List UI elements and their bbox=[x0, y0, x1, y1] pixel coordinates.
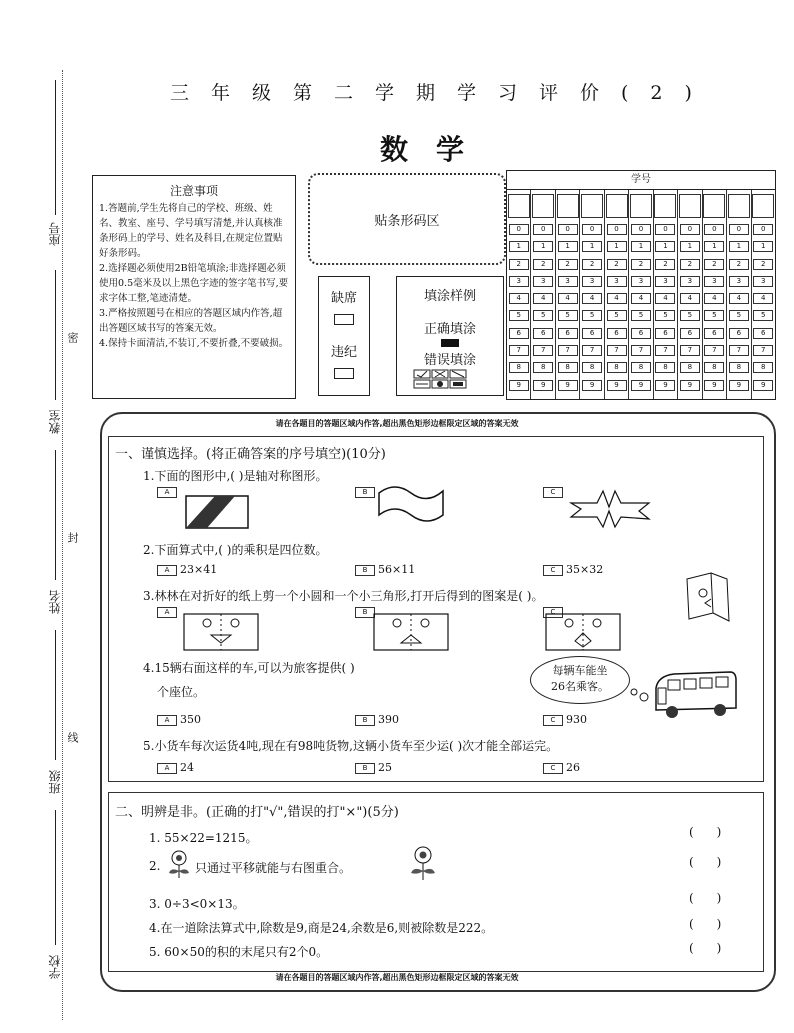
correct-fill-label: 正确填涂 bbox=[423, 322, 476, 337]
bus-illustration bbox=[650, 668, 740, 724]
student-id-digit-bubble[interactable]: 9 bbox=[655, 380, 675, 391]
student-id-grid bbox=[506, 170, 776, 400]
q2-option-b[interactable] bbox=[355, 563, 415, 576]
student-id-digit-bubble[interactable]: 1 bbox=[680, 241, 700, 252]
student-id-digit-bubble[interactable]: 2 bbox=[607, 259, 627, 270]
q4-option-a[interactable] bbox=[157, 713, 201, 726]
q1-option-c[interactable] bbox=[543, 485, 566, 498]
student-id-digit-bubble[interactable]: 9 bbox=[582, 380, 602, 391]
tf-item-4: 4.在一道除法算式中,除数是9,商是24,余数是6,则被除数是222。 bbox=[149, 921, 494, 935]
notice-heading: 注意事项 bbox=[169, 184, 218, 198]
student-id-digit-bubble[interactable]: 3 bbox=[729, 276, 749, 287]
student-id-write-box[interactable] bbox=[606, 194, 628, 218]
q3-a-bubble: A bbox=[157, 607, 177, 618]
q2-text: 2.下面算式中,( )的乘积是四位数。 bbox=[143, 543, 328, 557]
student-id-digit-bubble[interactable]: 9 bbox=[680, 380, 700, 391]
absent-bubble[interactable] bbox=[334, 314, 354, 325]
answer-area-warning-top: 请在各题目的答题区域内作答,超出黑色矩形边框限定区域的答案无效 bbox=[275, 419, 519, 428]
student-id-digit-bubble[interactable]: 5 bbox=[582, 310, 602, 321]
q1-shape-c bbox=[569, 489, 653, 529]
classroom-line bbox=[55, 270, 56, 400]
student-id-digit-bubble[interactable]: 2 bbox=[582, 259, 602, 270]
section-true-false bbox=[108, 792, 764, 972]
student-id-digit-bubble[interactable]: 8 bbox=[729, 362, 749, 373]
student-id-write-box[interactable] bbox=[508, 194, 530, 218]
student-id-digit-bubble[interactable]: 8 bbox=[558, 362, 578, 373]
tf-answer-3[interactable]: ( ) bbox=[689, 891, 722, 905]
student-id-digit-bubble[interactable]: 0 bbox=[729, 224, 749, 235]
student-id-digit-bubble[interactable]: 0 bbox=[558, 224, 578, 235]
q4-a-bubble: A bbox=[157, 715, 177, 726]
student-id-digit-bubble[interactable]: 3 bbox=[607, 276, 627, 287]
q4-option-c[interactable] bbox=[543, 713, 587, 726]
student-id-digit-bubble[interactable]: 3 bbox=[680, 276, 700, 287]
student-id-digit-bubble[interactable]: 4 bbox=[753, 293, 773, 304]
class-label: 班级 bbox=[48, 770, 62, 794]
student-id-digit-bubble[interactable]: 8 bbox=[631, 362, 651, 373]
q5-a-value: 24 bbox=[180, 761, 194, 774]
student-id-write-box[interactable] bbox=[679, 194, 701, 218]
student-id-digit-bubble[interactable]: 0 bbox=[753, 224, 773, 235]
student-id-digit-bubble[interactable]: 4 bbox=[704, 293, 724, 304]
flower-icon bbox=[165, 849, 193, 879]
student-id-digit-bubble[interactable]: 7 bbox=[631, 345, 651, 356]
student-id-digit-bubble[interactable]: 0 bbox=[704, 224, 724, 235]
student-id-digit-bubble[interactable]: 6 bbox=[680, 328, 700, 339]
student-id-digit-bubble[interactable]: 6 bbox=[558, 328, 578, 339]
q1-b-bubble: B bbox=[355, 487, 375, 498]
student-id-digit-bubble[interactable]: 8 bbox=[704, 362, 724, 373]
student-id-digit-bubble[interactable]: 0 bbox=[655, 224, 675, 235]
student-id-digit-bubble[interactable]: 0 bbox=[533, 224, 553, 235]
q2-option-c[interactable] bbox=[543, 563, 603, 576]
student-id-digit-bubble[interactable]: 1 bbox=[631, 241, 651, 252]
fill-sample-box bbox=[396, 276, 504, 396]
q2-b-value: 56×11 bbox=[378, 563, 416, 576]
section1-heading: 一、谨慎选择。(将正确答案的序号填空)(10分) bbox=[115, 447, 386, 462]
q1-text: 1.下面的图形中,( )是轴对称图形。 bbox=[143, 469, 328, 483]
student-id-digit-bubble[interactable]: 8 bbox=[753, 362, 773, 373]
q4-b-value: 390 bbox=[378, 713, 399, 726]
student-id-digit-bubble[interactable]: 1 bbox=[607, 241, 627, 252]
student-id-column bbox=[531, 190, 555, 399]
student-id-digit-bubble[interactable]: 3 bbox=[655, 276, 675, 287]
name-line bbox=[55, 450, 56, 580]
student-id-digit-bubble[interactable]: 8 bbox=[582, 362, 602, 373]
q1-option-a[interactable] bbox=[157, 485, 180, 498]
tf-item-3: 3. 0÷3<0×13。 bbox=[149, 897, 245, 911]
q5-c-value: 26 bbox=[566, 761, 580, 774]
wrong-fill-label: 错误填涂 bbox=[423, 353, 476, 368]
student-id-digit-bubble[interactable]: 9 bbox=[631, 380, 651, 391]
seal-mark-xian: 线 bbox=[66, 732, 79, 743]
student-id-digit-bubble[interactable]: 5 bbox=[558, 310, 578, 321]
school-label: 学校 bbox=[48, 955, 62, 979]
student-id-digit-bubble[interactable]: 7 bbox=[558, 345, 578, 356]
student-id-digit-bubble[interactable]: 5 bbox=[655, 310, 675, 321]
q5-option-a[interactable] bbox=[157, 761, 194, 774]
student-id-digit-bubble[interactable]: 6 bbox=[631, 328, 651, 339]
q1-option-b[interactable] bbox=[355, 485, 378, 498]
student-id-digit-bubble[interactable]: 8 bbox=[533, 362, 553, 373]
student-id-digit-bubble[interactable]: 2 bbox=[753, 259, 773, 270]
student-id-digit-bubble[interactable]: 6 bbox=[655, 328, 675, 339]
q5-b-bubble: B bbox=[355, 763, 375, 774]
student-id-digit-bubble[interactable]: 1 bbox=[753, 241, 773, 252]
section2-heading: 二、明辨是非。(正确的打"√",错误的打"×")(5分) bbox=[115, 805, 399, 820]
student-id-digit-bubble[interactable]: 6 bbox=[729, 328, 749, 339]
student-id-write-box[interactable] bbox=[581, 194, 603, 218]
q4-a-value: 350 bbox=[180, 713, 201, 726]
student-id-digit-bubble[interactable]: 1 bbox=[582, 241, 602, 252]
student-id-column bbox=[678, 190, 702, 399]
q5-text: 5.小货车每次运货4吨,现在有98吨货物,这辆小货车至少运( )次才能全部运完。 bbox=[143, 739, 559, 753]
section-choice bbox=[108, 436, 764, 782]
student-id-column bbox=[629, 190, 653, 399]
student-id-write-box[interactable] bbox=[728, 194, 750, 218]
q1-a-bubble: A bbox=[157, 487, 177, 498]
notice-box bbox=[92, 175, 296, 399]
student-id-digit-bubble[interactable]: 6 bbox=[533, 328, 553, 339]
q4-c-value: 930 bbox=[566, 713, 587, 726]
q2-option-a[interactable] bbox=[157, 563, 217, 576]
seat-line bbox=[55, 80, 56, 215]
student-id-write-box[interactable] bbox=[557, 194, 579, 218]
student-id-digit-bubble[interactable]: 4 bbox=[558, 293, 578, 304]
q5-b-value: 25 bbox=[378, 761, 392, 774]
q2-c-value: 35×32 bbox=[566, 563, 604, 576]
q4-c-bubble: C bbox=[543, 715, 563, 726]
student-id-digit-bubble[interactable]: 5 bbox=[753, 310, 773, 321]
student-id-digit-bubble[interactable]: 1 bbox=[704, 241, 724, 252]
student-id-column bbox=[727, 190, 751, 399]
student-id-digit-bubble[interactable]: 2 bbox=[631, 259, 651, 270]
student-id-column bbox=[752, 190, 775, 399]
student-id-digit-bubble[interactable]: 9 bbox=[509, 380, 529, 391]
student-id-digit-bubble[interactable]: 3 bbox=[582, 276, 602, 287]
student-id-digit-bubble[interactable]: 4 bbox=[729, 293, 749, 304]
classroom-label: 教室 bbox=[48, 410, 62, 434]
student-id-digit-bubble[interactable]: 7 bbox=[533, 345, 553, 356]
student-id-column bbox=[556, 190, 580, 399]
school-line bbox=[55, 810, 56, 945]
student-id-digit-bubble[interactable]: 8 bbox=[509, 362, 529, 373]
tf-item-2: 2. bbox=[149, 859, 161, 873]
q3-text: 3.林林在对折好的纸上剪一个小圆和一个小三角形,打开后得到的图案是( )。 bbox=[143, 589, 544, 603]
student-id-write-box[interactable] bbox=[532, 194, 554, 218]
student-id-digit-bubble[interactable]: 0 bbox=[582, 224, 602, 235]
student-id-digit-bubble[interactable]: 9 bbox=[704, 380, 724, 391]
student-id-digit-bubble[interactable]: 1 bbox=[655, 241, 675, 252]
bubble-line-1: 每辆车能坐 bbox=[552, 664, 608, 677]
q2-a-bubble: A bbox=[157, 565, 177, 576]
q1-c-bubble: C bbox=[543, 487, 563, 498]
tf-answer-1[interactable]: ( ) bbox=[689, 825, 722, 839]
student-id-digit-bubble[interactable]: 7 bbox=[607, 345, 627, 356]
student-id-digit-bubble[interactable]: 1 bbox=[509, 241, 529, 252]
student-id-digit-bubble[interactable]: 7 bbox=[729, 345, 749, 356]
student-id-digit-bubble[interactable]: 5 bbox=[631, 310, 651, 321]
q3-b-bubble: B bbox=[355, 607, 375, 618]
student-id-digit-bubble[interactable]: 4 bbox=[680, 293, 700, 304]
student-id-digit-bubble[interactable]: 7 bbox=[655, 345, 675, 356]
q5-option-b[interactable] bbox=[355, 761, 392, 774]
student-id-columns bbox=[507, 190, 775, 399]
bubble-line-2: 26名乘客。 bbox=[551, 680, 609, 693]
tf-answer-5[interactable]: ( ) bbox=[689, 941, 722, 955]
q4-option-b[interactable] bbox=[355, 713, 399, 726]
student-id-write-box[interactable] bbox=[654, 194, 676, 218]
student-id-digit-bubble[interactable]: 2 bbox=[655, 259, 675, 270]
q3-c-bubble: C bbox=[543, 607, 563, 618]
q3-pattern-c bbox=[545, 613, 621, 651]
student-id-digit-bubble[interactable]: 3 bbox=[558, 276, 578, 287]
wrong-fill-marks bbox=[410, 368, 490, 390]
tf-item-1: 1. 55×22=1215。 bbox=[149, 831, 258, 845]
absence-box bbox=[318, 276, 370, 396]
student-id-digit-bubble[interactable]: 7 bbox=[582, 345, 602, 356]
notice-item: 3.严格按照题号在相应的答题区域内作答,超出答题区域书写的答案无效。 bbox=[99, 308, 283, 334]
q5-c-bubble: C bbox=[543, 763, 563, 774]
student-id-digit-bubble[interactable]: 6 bbox=[753, 328, 773, 339]
student-id-digit-bubble[interactable]: 3 bbox=[753, 276, 773, 287]
student-id-column bbox=[654, 190, 678, 399]
student-id-digit-bubble[interactable]: 9 bbox=[607, 380, 627, 391]
q2-a-value: 23×41 bbox=[180, 563, 218, 576]
student-id-digit-bubble[interactable]: 8 bbox=[680, 362, 700, 373]
student-id-column bbox=[580, 190, 604, 399]
student-id-write-box[interactable] bbox=[752, 194, 774, 218]
subject-title: 数学 bbox=[380, 133, 493, 166]
student-id-digit-bubble[interactable]: 3 bbox=[509, 276, 529, 287]
q3-pattern-b bbox=[373, 613, 449, 651]
student-id-digit-bubble[interactable]: 1 bbox=[558, 241, 578, 252]
student-id-digit-bubble[interactable]: 4 bbox=[655, 293, 675, 304]
notice-item: 1.答题前,学生先将自己的学校、班级、姓名、教室、座号、学号填写清楚,并认真核准条形码上的学号、姓名及科目,在规定位置贴好条形码。 bbox=[99, 203, 283, 259]
student-id-digit-bubble[interactable]: 0 bbox=[680, 224, 700, 235]
tf-answer-2[interactable]: ( ) bbox=[689, 855, 722, 869]
notice-item: 4.保持卡面清洁,不装订,不要折叠,不要破损。 bbox=[99, 338, 289, 349]
student-id-digit-bubble[interactable]: 5 bbox=[607, 310, 627, 321]
student-id-digit-bubble[interactable]: 4 bbox=[607, 293, 627, 304]
q3-pattern-a bbox=[183, 613, 259, 651]
student-id-digit-bubble[interactable]: 5 bbox=[680, 310, 700, 321]
student-id-digit-bubble[interactable]: 9 bbox=[729, 380, 749, 391]
student-id-digit-bubble[interactable]: 3 bbox=[631, 276, 651, 287]
student-id-digit-bubble[interactable]: 9 bbox=[753, 380, 773, 391]
speech-bubble bbox=[530, 656, 630, 704]
student-id-digit-bubble[interactable]: 0 bbox=[631, 224, 651, 235]
student-id-digit-bubble[interactable]: 4 bbox=[631, 293, 651, 304]
q5-a-bubble: A bbox=[157, 763, 177, 774]
student-id-digit-bubble[interactable]: 7 bbox=[680, 345, 700, 356]
student-id-digit-bubble[interactable]: 2 bbox=[558, 259, 578, 270]
student-id-label: 学号 bbox=[507, 171, 775, 190]
q4-b-bubble: B bbox=[355, 715, 375, 726]
student-id-digit-bubble[interactable]: 5 bbox=[509, 310, 529, 321]
exam-title: 三年级第二学期学习评价(2) bbox=[170, 82, 714, 104]
barcode-area bbox=[308, 173, 506, 265]
student-id-digit-bubble[interactable]: 2 bbox=[509, 259, 529, 270]
student-id-column bbox=[703, 190, 727, 399]
tf-item-2-text: 只通过平移就能与右图重合。 bbox=[195, 861, 352, 875]
q2-c-bubble: C bbox=[543, 565, 563, 576]
correct-fill-mark bbox=[441, 339, 459, 347]
student-id-digit-bubble[interactable]: 8 bbox=[655, 362, 675, 373]
student-id-digit-bubble[interactable]: 6 bbox=[509, 328, 529, 339]
q2-b-bubble: B bbox=[355, 565, 375, 576]
q3-option-a[interactable] bbox=[157, 605, 180, 618]
seal-mark-mi: 密 bbox=[66, 332, 79, 343]
student-id-digit-bubble[interactable]: 9 bbox=[533, 380, 553, 391]
student-id-digit-bubble[interactable]: 4 bbox=[582, 293, 602, 304]
student-id-digit-bubble[interactable]: 2 bbox=[680, 259, 700, 270]
student-id-digit-bubble[interactable]: 2 bbox=[729, 259, 749, 270]
name-label: 姓名 bbox=[48, 590, 62, 614]
student-id-digit-bubble[interactable]: 7 bbox=[704, 345, 724, 356]
student-id-digit-bubble[interactable]: 6 bbox=[582, 328, 602, 339]
tf-answer-4[interactable]: ( ) bbox=[689, 917, 722, 931]
flower-icon bbox=[407, 845, 439, 881]
sample-title: 填涂样例 bbox=[423, 289, 476, 304]
seat-label: 座号 bbox=[48, 222, 62, 246]
barcode-label: 贴条形码区 bbox=[374, 213, 440, 229]
student-id-digit-bubble[interactable]: 2 bbox=[704, 259, 724, 270]
q5-option-c[interactable] bbox=[543, 761, 580, 774]
student-id-digit-bubble[interactable]: 5 bbox=[729, 310, 749, 321]
student-id-write-box[interactable] bbox=[703, 194, 725, 218]
class-line bbox=[55, 630, 56, 760]
q4-text-2: 个座位。 bbox=[157, 685, 206, 699]
student-id-digit-bubble[interactable]: 1 bbox=[729, 241, 749, 252]
student-id-digit-bubble[interactable]: 1 bbox=[533, 241, 553, 252]
student-id-column bbox=[507, 190, 531, 399]
student-id-digit-bubble[interactable]: 7 bbox=[509, 345, 529, 356]
student-id-digit-bubble[interactable]: 6 bbox=[704, 328, 724, 339]
student-id-digit-bubble[interactable]: 3 bbox=[533, 276, 553, 287]
student-id-digit-bubble[interactable]: 2 bbox=[533, 259, 553, 270]
binding-dotted-line bbox=[62, 70, 63, 1020]
q1-shape-a bbox=[185, 495, 249, 531]
student-id-digit-bubble[interactable]: 4 bbox=[509, 293, 529, 304]
student-id-digit-bubble[interactable]: 0 bbox=[509, 224, 529, 235]
student-id-digit-bubble[interactable]: 5 bbox=[533, 310, 553, 321]
q1-shape-b bbox=[377, 483, 445, 525]
student-id-digit-bubble[interactable]: 8 bbox=[607, 362, 627, 373]
seal-mark-feng: 封 bbox=[66, 532, 79, 543]
violation-bubble[interactable] bbox=[334, 368, 354, 379]
student-id-digit-bubble[interactable]: 0 bbox=[607, 224, 627, 235]
notice-item: 2.选择题必须使用2B铅笔填涂;非选择题必须使用0.5毫米及以上黑色字迹的签字笔书写,要求字体工整,笔迹清楚。 bbox=[99, 263, 289, 304]
student-id-write-box[interactable] bbox=[630, 194, 652, 218]
folded-paper-illustration bbox=[683, 571, 733, 627]
answer-area-warning-bottom: 请在各题目的答题区域内作答,超出黑色矩形边框限定区域的答案无效 bbox=[275, 973, 519, 982]
student-id-digit-bubble[interactable]: 6 bbox=[607, 328, 627, 339]
student-id-digit-bubble[interactable]: 3 bbox=[704, 276, 724, 287]
bubble-tail bbox=[630, 688, 652, 702]
absent-label: 缺席 bbox=[330, 291, 357, 306]
student-id-digit-bubble[interactable]: 4 bbox=[533, 293, 553, 304]
violation-label: 违纪 bbox=[330, 345, 357, 360]
q4-text: 4.15辆右面这样的车,可以为旅客提供( ) bbox=[143, 661, 355, 675]
student-id-digit-bubble[interactable]: 9 bbox=[558, 380, 578, 391]
student-id-column bbox=[605, 190, 629, 399]
student-id-digit-bubble[interactable]: 5 bbox=[704, 310, 724, 321]
student-id-digit-bubble[interactable]: 7 bbox=[753, 345, 773, 356]
tf-item-5: 5. 60×50的积的末尾只有2个0。 bbox=[149, 945, 329, 959]
